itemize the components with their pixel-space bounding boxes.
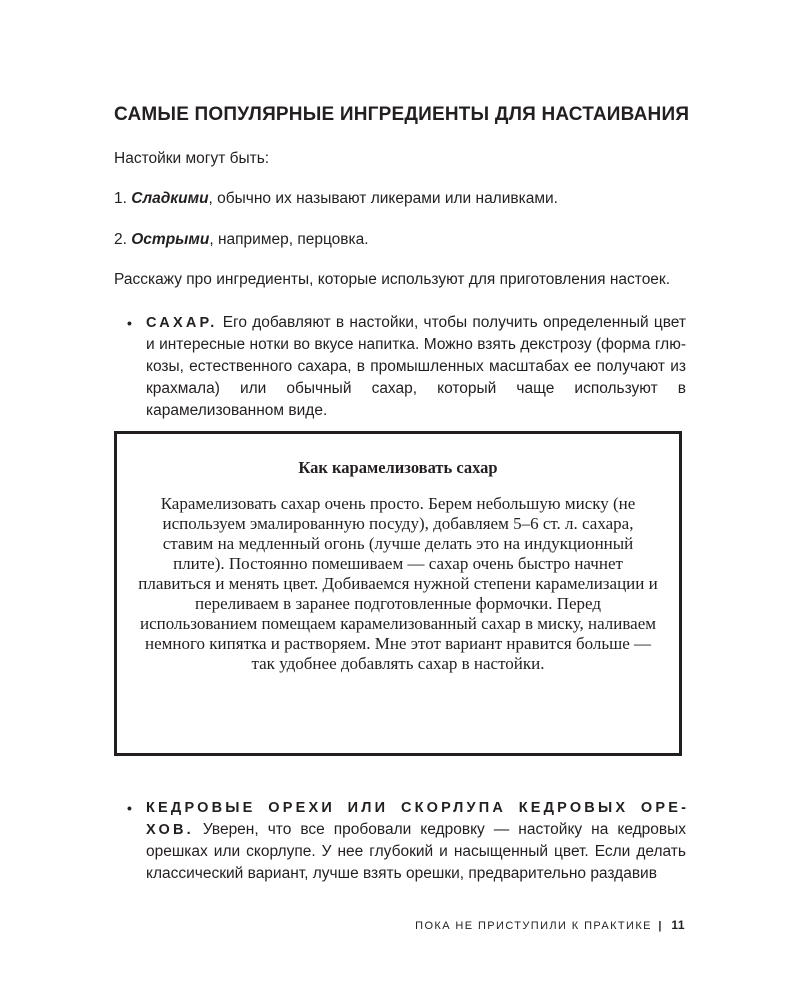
bullet-text: Уверен, что все пробовали кедровку — настойку на кедровых орешках или скорлупе. У нее глубокий и насыщенный цвет. Если делать классический вариант, лучше взять орешки, предварительно раздавив [146, 821, 687, 882]
bullet-icon: • [127, 800, 132, 816]
bullet-icon: • [127, 315, 132, 331]
bullet-item-cedar-nuts [127, 797, 687, 885]
item-number: 2. [114, 231, 127, 248]
bullet-term: КЕДРОВЫЕ ОРЕХИ ИЛИ СКОРЛУПА КЕДРОВЫХ ОРЕХОВ. [146, 800, 686, 838]
numbered-item-1 [114, 188, 694, 210]
lead-paragraph: Настойки могут быть: [114, 150, 270, 167]
box-body: Карамелизовать сахар очень просто. Берем небольшую миску (не используем эмалированную посуду), добавляем 5–6 ст. л. сахара, ставим на медленный огонь (лучше делать это на индукционный плите). Постоянно помешиваем — сахар очень быстро начнет плавиться и менять цвет. Добиваемся нужной степени карамелизации и переливаем в заранее подготовленные формочки. Перед использованием помещаем карамелизованный сахар в миску, наливаем немного кипятка и растворяем. Мне этот вариант нравится больше — так удобнее добавлять сахар в настойки. [138, 494, 658, 673]
running-title: ПОКА НЕ ПРИСТУПИЛИ К ПРАКТИКЕ [415, 920, 652, 932]
bullet-term: САХАР. [146, 315, 218, 331]
bullet-item-sugar [127, 312, 686, 422]
item-text: , например, перцовка. [209, 231, 369, 248]
numbered-item-2 [114, 229, 694, 251]
page-number: 11 [671, 918, 685, 932]
item-text: , обычно их называют ликерами или наливками. [208, 190, 558, 207]
footer-separator: | [658, 920, 663, 932]
item-term: Острыми [131, 231, 210, 248]
page-footer [300, 918, 685, 932]
box-title: Как карамелизовать сахар [298, 458, 498, 477]
section-heading: САМЫЕ ПОПУЛЯРНЫЕ ИНГРЕДИЕНТЫ ДЛЯ НАСТАИВАНИЯ [114, 104, 690, 125]
caramelize-sidebar-box [114, 431, 682, 756]
intro-paragraph: Расскажу про ингредиенты, которые используют для приготовления настоек. [114, 271, 671, 288]
item-number: 1. [114, 190, 127, 207]
bullet-text: Его добавляют в настойки, чтобы получить определенный цвет и интересные нотки во вкусе напитка. Можно взять декстрозу (форма глюкозы, естественного сахара, в промышленных масштабах ее получают из крахмала) или обычный сахар, который чаще используют в карамелизованном виде. [146, 314, 686, 419]
item-term: Сладкими [131, 190, 209, 207]
